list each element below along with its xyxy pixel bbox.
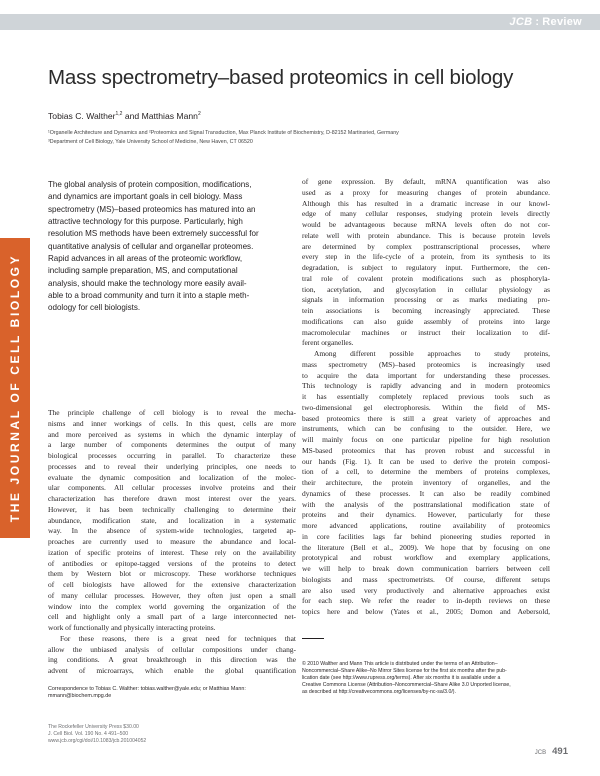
abstract-line: and dynamics are important goals in cell biology. Mass	[48, 192, 243, 202]
body-line: of many cellular processes. However, they often just open a small	[48, 590, 296, 600]
license-line: Noncommercial–Share Alike–No Mirror Sites license for the first six months after the pub-	[302, 668, 507, 675]
page-number	[535, 741, 568, 759]
body-line: biologists and mass spectrometrists. Of course, different setups	[302, 574, 550, 584]
body-line: of gene expression. By default, mRNA quantification was also	[302, 177, 550, 186]
body-line: for each step. We refer the reader to in-depth reviews on these	[302, 596, 550, 606]
author-1-affil: 1,2	[115, 111, 123, 118]
abstract-line: able to a broad community and turn it into a staple meth-	[48, 291, 250, 301]
body-column-right	[302, 177, 550, 618]
abstract	[48, 179, 288, 315]
journal-abbrev: JCB	[509, 16, 533, 28]
abstract-line: analysis, should make the technology more easily avail-	[48, 278, 247, 288]
body-line: modifications can also guide assembly of proteins into large	[302, 316, 550, 326]
author-2-affil: 2	[197, 111, 201, 118]
abstract-line: The global analysis of protein composition, modifications,	[48, 180, 252, 189]
body-line: more advanced applications, routine availability of proteomics	[302, 521, 550, 530]
journal-side-label: THE JOURNAL OF CELL BIOLOGY	[8, 253, 22, 523]
body-line: ing conditions. A great breakthrough in this direction was the	[48, 655, 296, 665]
body-line: based proteomics there is still a great variety of approaches and	[302, 413, 550, 423]
body-line: tein associations is becoming increasingly appreciated. These	[302, 306, 550, 315]
body-line: would be advantageous because mRNA levels often do not cor-	[302, 220, 550, 229]
body-line: relate well with protein abundance. This is because protein levels	[302, 230, 550, 240]
body-line: the literature (Bell et al., 2009). We hope that by focusing on one	[302, 542, 550, 552]
body-line: window into the complex world governing the organization of the	[48, 601, 296, 611]
author-1: Tobias C. Walther	[48, 111, 116, 121]
body-line: Among different possible approaches to study proteins,	[314, 349, 550, 358]
body-line: of antibodies or epitope-tagged versions of the proteins to detect	[48, 558, 296, 568]
body-line: processes and to reveal their underlying principles, one needs to	[48, 461, 296, 471]
body-line: dynamics of these processes. It can also be readily combined	[302, 488, 550, 498]
abstract-line: including sample preparation, MS, and computational	[48, 266, 238, 276]
body-line: nisms and inner workings of cells. In this quest, cells are more	[48, 418, 296, 428]
body-line: of cell biologists have allowed for the extensive characterization	[48, 580, 296, 589]
body-line: ular components. All cellular processes involve proteins and their	[48, 483, 296, 493]
body-line: are determined by complex posttranscriptional processes, where	[302, 241, 550, 251]
license-note	[302, 661, 560, 696]
footer-publisher: The Rockefeller University Press $30.00	[48, 724, 139, 730]
correspondence-note	[48, 686, 298, 700]
abstract-line: odology for cell biologists.	[48, 303, 141, 313]
body-line: them by Western blot or microscopy. These workhorse techniques	[48, 569, 296, 579]
tag-separator: :	[535, 16, 540, 28]
body-line: proteins and their dynamics. However, particularly for these	[302, 510, 550, 520]
body-line: in core facilities lags far behind pioneering studies reported in	[302, 531, 550, 541]
body-line: tion of a cell, to determine the members of proteins complexes,	[302, 467, 550, 477]
body-line: are also used very productively and alternative approaches exist	[302, 585, 550, 595]
abstract-line: spectrometry (MS)–based proteomics has matured into an	[48, 204, 256, 214]
body-line: evaluate the dynamic composition and localization of the molec-	[48, 472, 296, 482]
section-name: Review	[542, 16, 582, 28]
body-line: to acquire the data important for understanding these processes.	[302, 370, 550, 380]
body-line: For these reasons, there is a great need for techniques that	[60, 633, 296, 643]
body-line: proaches are currently used to measure the abundance and local-	[48, 537, 296, 546]
body-line: The principle challenge of cell biology is to reveal the mecha-	[48, 408, 296, 417]
body-line: a large number of components determines the output of many	[48, 440, 296, 450]
body-line: tion, acetylation, and glycosylation in cellular physiology as	[302, 284, 550, 294]
page-journal: JCB	[534, 750, 547, 756]
abstract-line: resolution MS methods have been extremely successful for	[48, 229, 259, 239]
abstract-line: attractive technology for this purpose. Particularly, high	[48, 217, 243, 227]
license-rule	[302, 638, 324, 639]
body-line: topics here and below (Yates et al., 2005; Domon and Aebersold,	[302, 607, 550, 616]
body-line: abundance, modification state, and localization in a systematic	[48, 515, 296, 525]
page-number-value: 491	[552, 746, 568, 757]
license-line: as described at http://creativecommons.org/licenses/by-nc-sa/3.0/).	[302, 689, 456, 696]
body-line: edge of many cellular responses, studying protein levels directly	[302, 209, 550, 219]
body-line: their architecture, the protein inventory of organelles, and the	[302, 478, 550, 487]
body-line: Although this has resulted in a dramatic increase in our knowl-	[302, 198, 550, 208]
license-line: Creative Commons License (Attribution–Noncommercial–Share Alike 3.0 Unported license,	[302, 682, 511, 689]
publisher-footer	[48, 724, 298, 746]
body-line: MS-based proteomics that has proven robust and successful in	[302, 445, 550, 455]
correspondence-line: mmann@biochem.mpg.de	[48, 693, 112, 700]
license-line: © 2010 Walther and Mann This article is distributed under the terms of an Attribution–	[302, 661, 498, 667]
body-line: and more perceived as systems in which the dynamic interplay of	[48, 429, 296, 439]
body-line: used as a proxy for measuring changes of protein abundance.	[302, 187, 550, 197]
author-2: and Matthias Mann	[122, 111, 198, 121]
author-line	[48, 111, 201, 121]
body-line: work of functionally and physically interacting proteins.	[48, 623, 216, 632]
body-line: two-dimensional gel electrophoresis. Within the field of MS-	[302, 402, 550, 412]
body-line: we will help to break down communication barriers between cell	[302, 564, 550, 573]
abstract-line: Rapid advances in all areas of the proteomic workflow,	[48, 254, 243, 264]
body-line: signals in information processing or as marks mediating pro-	[302, 295, 550, 305]
body-line: This technology is rapidly advancing and in modern proteomics	[302, 381, 550, 391]
abstract-line: quantitative analysis of cellular and organellar proteomes.	[48, 241, 254, 251]
body-line: ization of specific proteins of interest. These rely on the availability	[48, 547, 296, 557]
body-line: our hands (Fig. 1). It can be used to derive the protein composi-	[302, 456, 550, 466]
license-line: lication date (see http://www.rupress.org/terms). After six months it is available under a	[302, 675, 501, 682]
body-line: characterization has therefore drawn most interest over the years.	[48, 494, 296, 503]
body-line: allow the unbiased analysis of cellular compositions under chang-	[48, 644, 296, 654]
body-column-left	[48, 408, 296, 677]
article-title: Mass spectrometry–based proteomics in cell biology	[48, 66, 514, 89]
footer-doi: www.jcb.org/cgi/doi/10.1083/jcb.201004052	[48, 738, 147, 745]
body-line: mass spectrometry (MS)–based proteomics is increasingly used	[302, 359, 550, 369]
body-line: ferent organelles.	[302, 338, 354, 348]
body-line: with the analysis of the posttranslational modification state of	[302, 499, 550, 509]
body-line: will mainly focus on one particular pipeline for high resolution	[302, 435, 550, 444]
body-line: cell and highlight only a small part of a large interconnected net-	[48, 612, 296, 622]
body-line: it has essentially completely replaced previous tools such as	[302, 392, 550, 401]
body-line: However, it has been technically challenging to determine their	[48, 504, 296, 514]
affiliation-2: ³Department of Cell Biology, Yale University School of Medicine, New Haven, CT 06520	[48, 139, 253, 145]
body-line: biological processes occurring in parallel. To characterize these	[48, 451, 296, 460]
body-line: way. In the absence of system-wide technologies, targeted ap-	[48, 526, 296, 536]
body-line: macromolecular machines or instruct their localization to dif-	[302, 327, 550, 337]
body-line: tral role of covalent protein modifications such as phosphoryla-	[302, 273, 550, 283]
body-line: every step in the life-cycle of a protein, from its synthesis to its	[302, 252, 550, 262]
section-tag	[509, 14, 582, 30]
correspondence-line: Correspondence to Tobias C. Walther: tobias.walther@yale.edu; or Matthias Mann:	[48, 686, 246, 692]
body-line: advent of microarrays, which enable the global quantification	[48, 666, 296, 675]
footer-citation: J. Cell Biol. Vol. 190 No. 4 491–500	[48, 731, 129, 738]
body-line: degradation, is subject to regulatory input. Furthermore, the cen-	[302, 263, 550, 272]
body-line: prototypical and robust workflow and exemplary applications,	[302, 553, 550, 563]
affiliation-1: ¹Organelle Architecture and Dynamics and ²Proteomics and Signal Transduction, Max Planck Institute of Biochemistry, D-82152 Martinsried, Germany	[48, 130, 399, 136]
body-line: instruments, which can be confusing to the outsider. Here, we	[302, 424, 550, 434]
